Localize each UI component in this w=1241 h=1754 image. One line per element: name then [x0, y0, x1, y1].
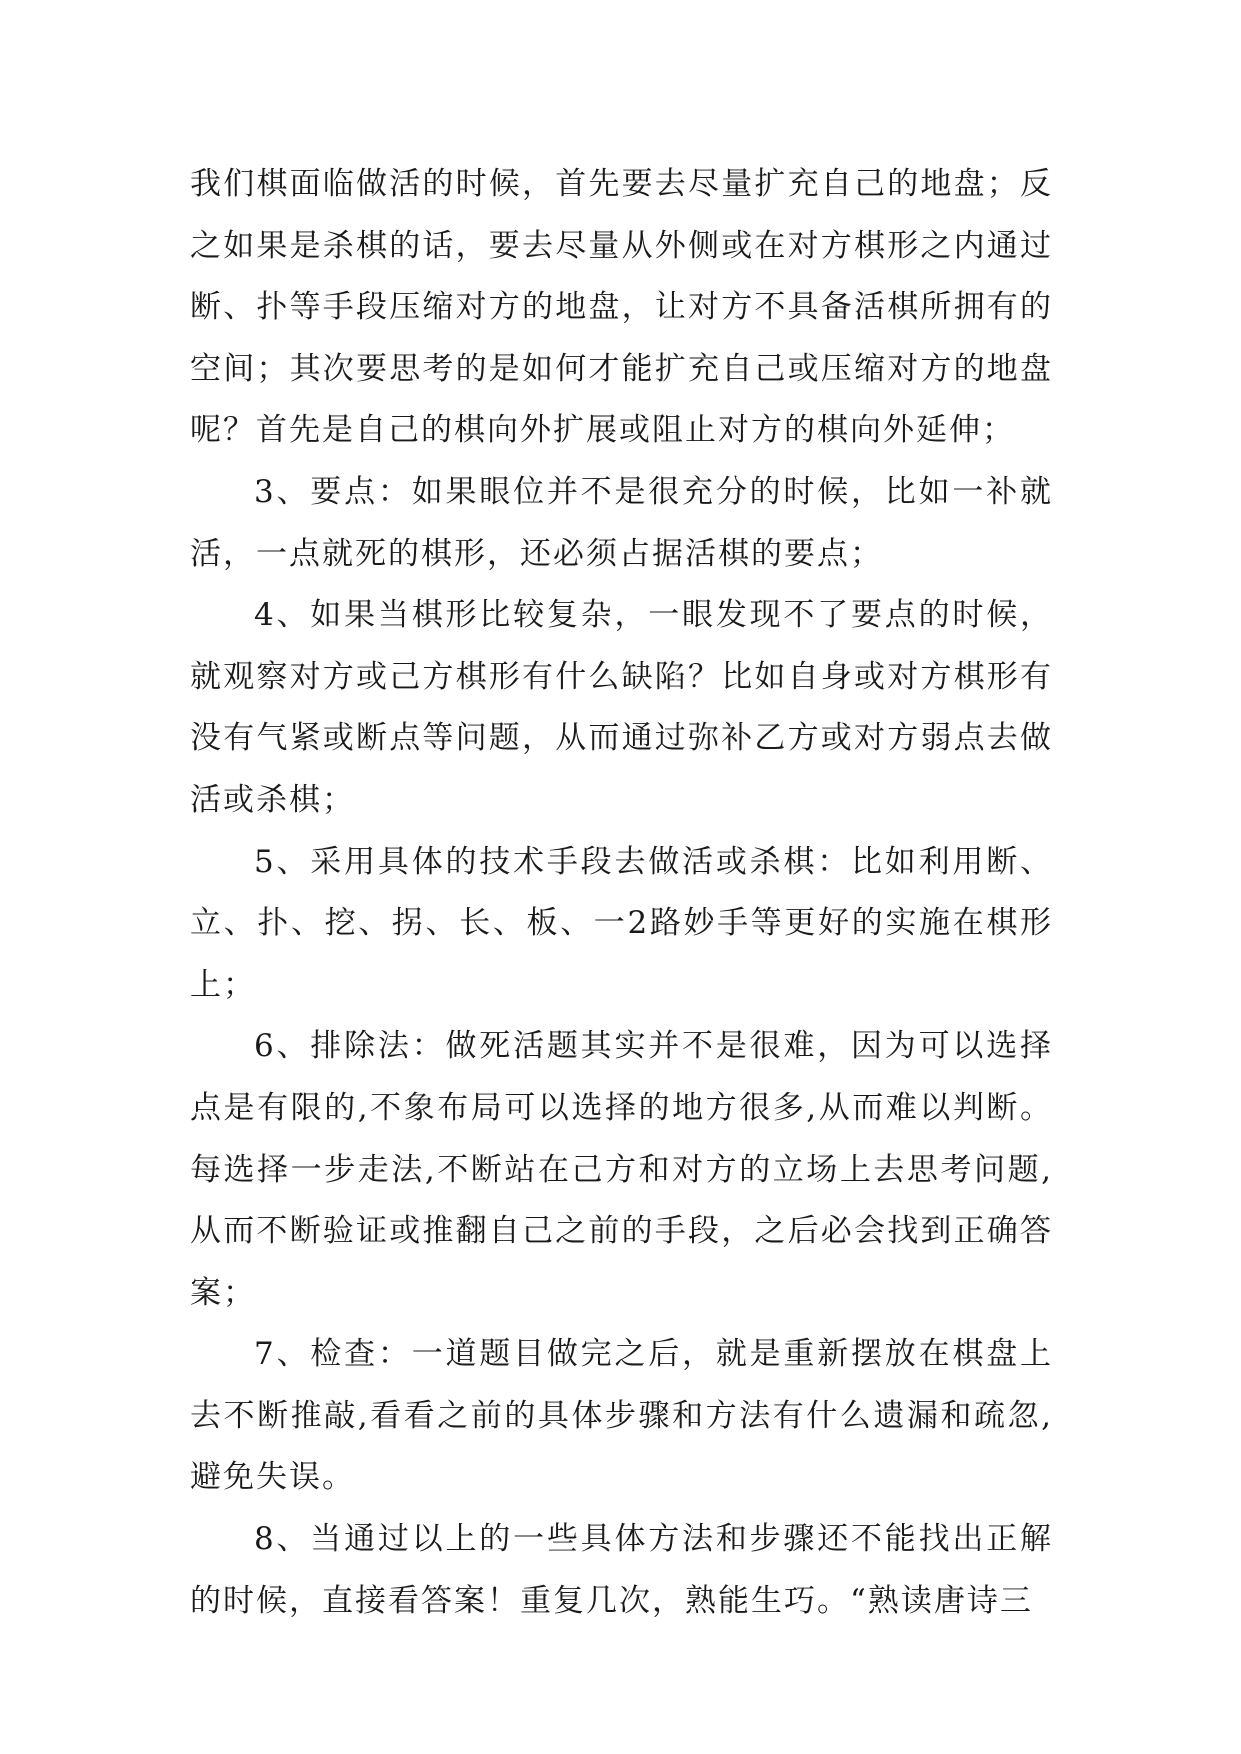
paragraph-intro: 我们棋面临做活的时候，首先要去尽量扩充自己的地盘；反之如果是杀棋的话，要去尽量从外侧或在对方棋形之内通过断、扑等手段压缩对方的地盘，让对方不具备活棋所拥有的空间；其次要思考的是如何才能扩充自己或压缩对方的地盘呢？首先是自己的棋向外扩展或阻止对方的棋向外延伸； — [190, 166, 1053, 449]
paragraph-elimination: 6、排除法：做死活题其实并不是很难，因为可以选择点是有限的,不象布局可以选择的地方很多,从而难以判断。每选择一步走法,不断站在己方和对方的立场上去思考问题,从而不断验证或推翻自己之前的手段，之后必会找到正确答案； — [190, 1028, 1053, 1311]
paragraph-find-weakness: 4、如果当棋形比较复杂，一眼发现不了要点的时候，就观察对方或己方棋形有什么缺陷？比如自身或对方棋形有没有气紧或断点等问题，从而通过弥补乙方或对方弱点去做活或杀棋； — [190, 597, 1053, 818]
paragraph-key-point: 3、要点：如果眼位并不是很充分的时候，比如一补就活，一点就死的棋形，还必须占据活棋的要点； — [190, 473, 1053, 572]
paragraph-answer: 8、当通过以上的一些具体方法和步骤还不能找出正解的时候，直接看答案！重复几次，熟能生巧。“熟读唐诗三 — [190, 1521, 1053, 1619]
document-body — [190, 154, 1053, 1632]
paragraph-check: 7、检查：一道题目做完之后，就是重新摆放在棋盘上去不断推敲,看看之前的具体步骤和方法有什么遗漏和疏忽,避免失误。 — [190, 1336, 1053, 1496]
paragraph-techniques: 5、采用具体的技术手段去做活或杀棋：比如利用断、立、扑、挖、拐、长、板、一2路妙手等更好的实施在棋形上； — [190, 843, 1053, 1003]
